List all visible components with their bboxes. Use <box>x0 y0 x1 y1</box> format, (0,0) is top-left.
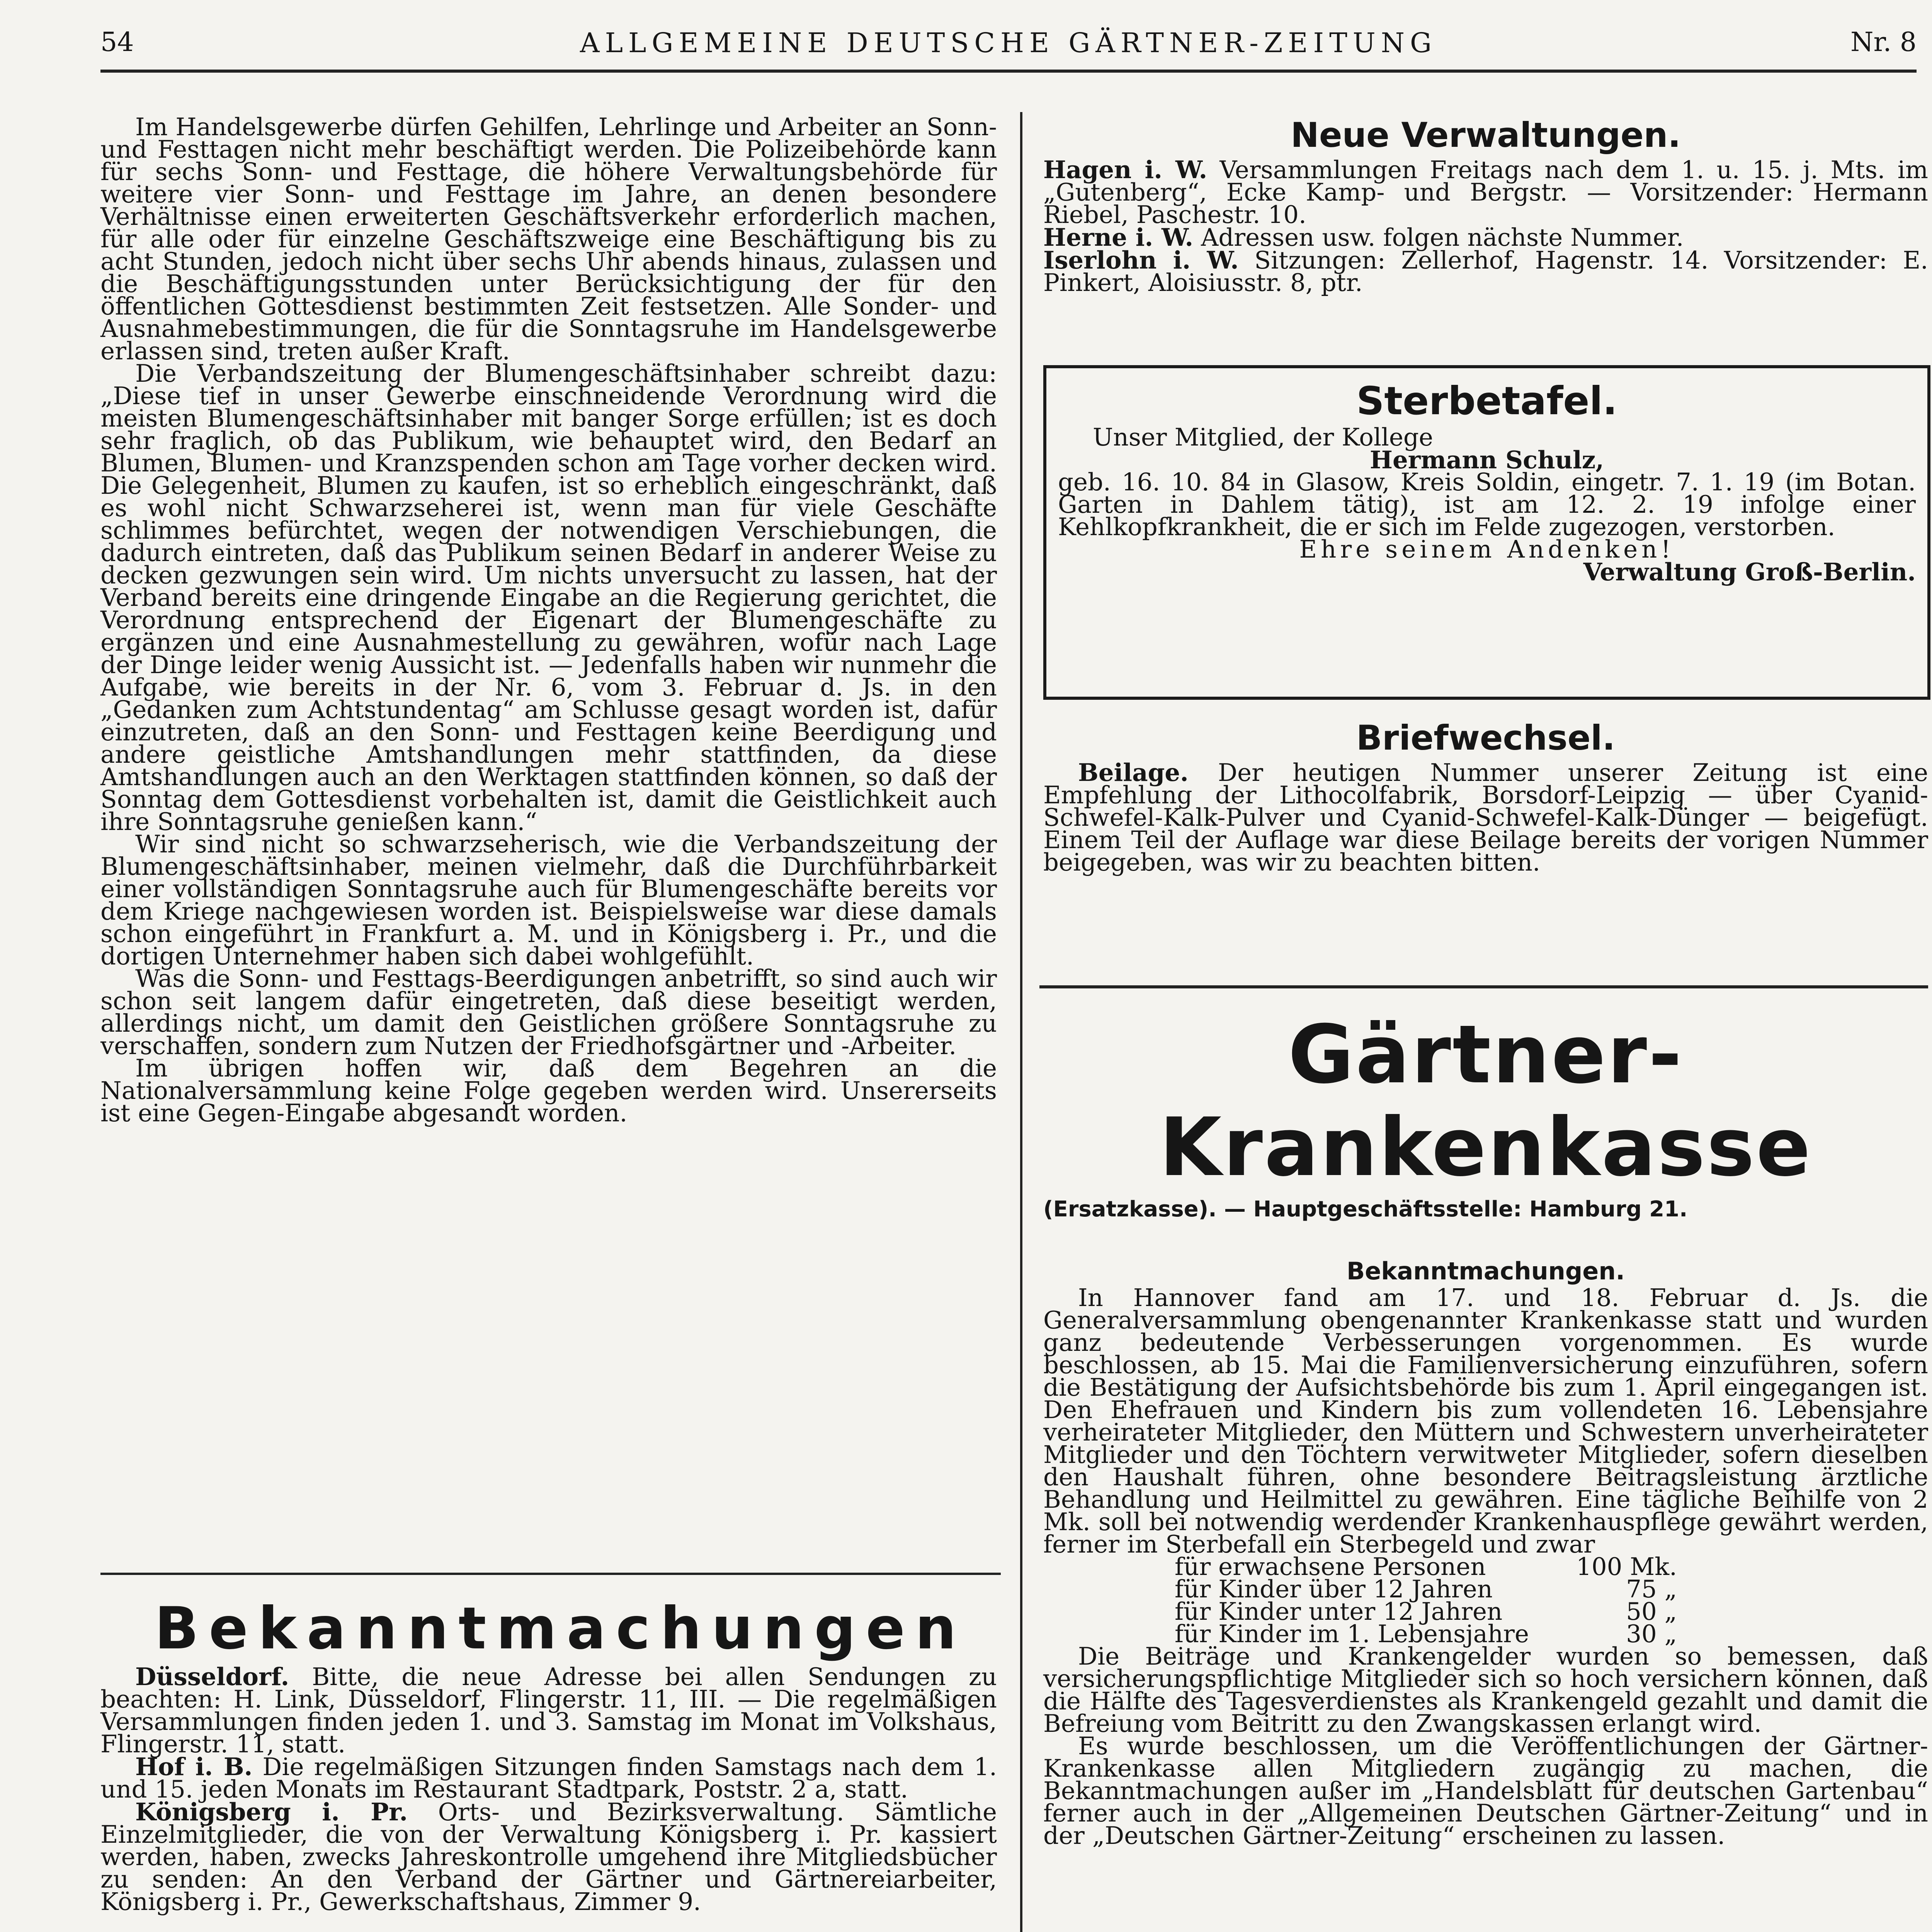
divider <box>1039 985 1928 988</box>
notice-title: Bekanntmachungen. <box>1346 1257 1625 1285</box>
obituary-content <box>1058 376 1916 586</box>
notice-item <box>100 1798 997 1916</box>
death-benefit-table <box>1175 1553 1677 1648</box>
notice-text: Orts- und Bezirksverwaltung. Sämtliche Einzelmitglieder, die von der Verwaltung Königsberg i. Pr. kassiert werden, haben, zwecks Jahreskontrolle umgehend ihre Mitgliedsbücher zu senden: An den Verband der Gärtner und Gärtnereiarbeiter, Königsberg i. Pr., Gewerkschaftshaus, Zimmer 9. <box>100 1798 997 1916</box>
krankenkasse-subtitle: (Ersatzkasse). — Hauptgeschäftsstelle: Hamburg 21. <box>1043 1197 1688 1222</box>
krankenkasse-title: Gärtner-Krankenkasse <box>1159 1008 1812 1194</box>
briefwechsel-section <box>1043 715 1928 970</box>
item-text: Sitzungen: Zellerhof, Hagenstr. 14. Vorsitzender: E. Pinkert, Aloisiusstr. 8, ptr. <box>1043 246 1928 297</box>
spacer <box>1043 1225 1928 1256</box>
issue-number: Nr. 8 <box>1850 27 1917 58</box>
item-text: Versammlungen Freitags nach dem 1. u. 15. j. Mts. im „Gutenberg“, Ecke Kamp- und Bergstr. — Vorsitzender: Hermann Riebel, Paschestr. 10. <box>1043 156 1928 229</box>
table-cell-value: 50 „ <box>1626 1597 1677 1626</box>
table-cell-label: für Kinder im 1. Lebensjahre <box>1175 1620 1529 1648</box>
place-name: Herne i. W. <box>1043 223 1194 252</box>
item-text: Adressen usw. folgen nächste Nummer. <box>1201 223 1684 252</box>
paragraph: Die Verbandszeitung der Blumengeschäftsinhaber schreibt dazu: „Diese tief in unser Gewerbe einschneidende Verordnung wird die meisten Blumengeschäftsinhaber mit banger Sorge erfüllen; ist es doch sehr fraglich, ob das Publikum, wie behauptet wird, den Bedarf an Blumen, Blumen- und Kranzspenden schon am Tage vorher decken wird. Die Gelegenheit, Blumen zu kaufen, ist so erheblich eingeschränkt, daß es wohl nicht Schwarzseherei ist, wenn man für viele Geschäfte schlimmes befürchtet, wegen der notwendigen Verschiebungen, die dadurch eintreten, daß das Publikum seinen Bedarf in anderer Weise zu decken gezwungen sein wird. Um nichts unversucht zu lassen, hat der Verband bereits eine dringende Eingabe an die Regierung gerichtet, die Verordnung entsprechend der Eigenart der Blumengeschäfte zu ergänzen und eine Ausnahmestellung zu gewähren, wofür nach Lage der Dinge leider wenig Aussicht ist. — Jedenfalls haben wir nunmehr die Aufgabe, wie bereits in der Nr. 6, vom 3. Februar d. Js. in den „Gedanken zum Achtstundentag“ am Schlusse gesagt worden ist, dafür einzutreten, daß an den Sonn- und Festtagen keine Beerdigung und andere geistliche Amtshandlungen mehr stattfinden, da diese Amtshandlungen auch an den Werktagen stattfinden können, so daß der Sonntag dem Gottesdienst vorbehalten ist, damit die Geistlichkeit auch ihre Sonntagsruhe genießen kann.“ <box>100 359 997 836</box>
neue-verwaltungen-section <box>1043 112 1928 352</box>
letter-text: Der heutigen Nummer unserer Zeitung ist eine Empfehlung der Lithocolfabrik, Borsdorf-Leipzig — über Cyanid-Schwefel-Kalk-Pulver und Cyanid-Schwefel-Kalk-Dünger — beigefügt. Einem Teil der Auflage war diese Beilage bereits der vorigen Nummer beigegeben, was wir zu beachten bitten. <box>1043 759 1928 876</box>
table-cell-value: 75 „ <box>1626 1575 1677 1603</box>
obituary-signature: Verwaltung Groß-Berlin. <box>1583 558 1916 586</box>
notice-place: Königsberg i. Pr. <box>135 1798 408 1826</box>
newspaper-title: ALLGEMEINE DEUTSCHE GÄRTNER-ZEITUNG <box>580 27 1437 59</box>
place-name: Iserlohn i. W. <box>1043 246 1239 274</box>
memorial-line: Ehre seinem Andenken! <box>1299 535 1675 563</box>
left-article <box>100 113 997 1553</box>
deceased-name: Hermann Schulz, <box>1369 446 1604 474</box>
table-cell-label: für Kinder über 12 Jahren <box>1175 1575 1493 1603</box>
table-cell-label: für erwachsene Personen <box>1175 1553 1486 1581</box>
notice-item <box>100 1662 997 1758</box>
paragraph: Wir sind nicht so schwarzseherisch, wie die Verbandszeitung der Blumengeschäftsinhaber, meinen vielmehr, daß die Durchführbarkeit einer vollständigen Sonntagsruhe auch für Blumengeschäfte bereits vor dem Kriege nachgewiesen worden ist. Beispielsweise war diese damals schon eingeführt in Frankfurt a. M. und in Königsberg i. Pr., und die dortigen Unternehmer haben sich dabei wohlgefühlt. <box>100 830 997 970</box>
section-title: Neue Verwaltungen. <box>1291 115 1681 155</box>
section-title: Briefwechsel. <box>1356 718 1616 758</box>
notice-place: Düsseldorf. <box>135 1662 289 1691</box>
letter-item <box>1043 758 1928 876</box>
divider <box>100 1573 1001 1575</box>
section-title: Bekanntmachungen <box>155 1595 967 1662</box>
paragraph: Es wurde beschlossen, um die Veröffentlichungen der Gärtner-Krankenkasse allen Mitgliedern zugängig zu machen, die Bekanntmachungen außer im „Handelsblatt für deutschen Gartenbau“ ferner auch in der „Allgemeinen Deutschen Gärtner-Zeitung“ und in der „Deutschen Gärtner-Zeitung“ erscheinen zu lassen. <box>1043 1732 1928 1850</box>
table-cell-value: 30 „ <box>1626 1620 1677 1648</box>
obituary-intro: Unser Mitglied, der Kollege <box>1093 423 1433 451</box>
paragraph: Im übrigen hoffen wir, daß dem Begehren an die Nationalversammlung keine Folge gegeben werden wird. Unsererseits ist eine Gegen-Eingabe abgesandt worden. <box>100 1054 997 1127</box>
notice-place: Hof i. B. <box>135 1752 253 1781</box>
obituary-text: geb. 16. 10. 84 in Glasow, Kreis Soldin, eingetr. 7. 1. 19 (im Botan. Garten in Dahlem tätig), ist am 12. 2. 19 infolge einer Kehlkopfkrankheit, die er sich im Felde zugezogen, verstorben. <box>1058 468 1916 541</box>
table-cell-label: für Kinder unter 12 Jahren <box>1175 1597 1503 1626</box>
table-cell-value: 100 Mk. <box>1576 1553 1677 1581</box>
bekanntmachungen-section <box>100 1592 997 1932</box>
column-rule <box>1020 112 1022 1932</box>
paragraph: In Hannover fand am 17. und 18. Februar d. Js. die Generalversammlung obengenannter Krankenkasse statt und wurden ganz bedeutende Verbesserungen vorgenommen. Es wurde beschlossen, ab 15. Mai die Familienversicherung einzuführen, sofern die Bestätigung der Aufsichtsbehörde bis zum 1. April eingegangen ist. Den Ehefrauen und Kindern bis zum vollendeten 16. Lebensjahre verheirateter Mitglieder, den Müttern und Schwestern unverheirateter Mitglieder und den Töchtern verwitweter Mitglieder, sofern dieselben den Haushalt führen, ohne besondere Beitragsleistung ärztliche Behandlung und Heilmittel zu gewähren. Eine tägliche Beihilfe von 2 Mk. soll bei notwendig werdender Krankenhauspflege gewährt werden, ferner im Sterbefall ein Sterbegeld und zwar <box>1043 1284 1928 1558</box>
notice-text: Bitte, die neue Adresse bei allen Sendungen zu beachten: H. Link, Düsseldorf, Flingerstr. 11, III. — Die regelmäßigen Versammlungen finden jeden 1. und 3. Samstag im Monat im Volkshaus, Flingerstr. 11, statt. <box>100 1663 997 1758</box>
obituary-title: Sterbetafel. <box>1356 378 1617 423</box>
list-item <box>1043 246 1928 297</box>
page-number: 54 <box>100 27 134 58</box>
paragraph: Was die Sonn- und Festtags-Beerdigungen anbetrifft, so sind auch wir schon seit langem dafür eingetreten, daß diese beseitigt werden, allerdings nicht, um damit den Geistlichen größere Sonntagsruhe zu verschaffen, sondern zum Nutzen der Friedhofsgärtner und -Arbeiter. <box>100 964 997 1060</box>
letter-lead: Beilage. <box>1078 758 1189 787</box>
paragraph: Im Handelsgewerbe dürfen Gehilfen, Lehrlinge und Arbeiter an Sonn- und Festtagen nicht mehr beschäftigt werden. Die Polizeibehörde kann für sechs Sonn- und Festtage, die höhere Verwaltungsbehörde für weitere vier Sonn- und Festtage im Jahre, an denen besondere Verhältnisse einen erweiterten Geschäftsverkehr erforderlich machen, für alle oder für einzelne Geschäftszweige eine Beschäftigung bis zu acht Stunden, jedoch nicht über sechs Uhr abends hinaus, zulassen und die Beschäftigungsstunden unter Berücksichtigung der für den öffentlichen Gottesdienst bestimmten Zeit festsetzen. Alle Sonder- und Ausnahmebestimmungen, die für die Sonntagsruhe im Handelsgewerbe erlassen sind, treten außer Kraft. <box>100 113 997 365</box>
notice-item <box>100 1752 997 1803</box>
running-header <box>100 27 1917 73</box>
obituary-box <box>1043 365 1930 700</box>
place-name: Hagen i. W. <box>1043 155 1208 184</box>
list-item <box>1043 155 1928 229</box>
notice-text: Die regelmäßigen Sitzungen finden Samstags nach dem 1. und 15. jeden Monats im Restaurant Stadtpark, Poststr. 2 a, statt. <box>100 1753 997 1803</box>
paragraph: Die Beiträge und Krankengelder wurden so bemessen, daß versicherungspflichtige Mitglieder sich so hoch versichern können, daß die Hälfte des Tagesverdienstes als Krankengeld gezahlt und damit die Befreiung vom Beitritt zu den Zwangskassen erlangt wird. <box>1043 1642 1928 1738</box>
krankenkasse-section <box>1043 1009 1928 1932</box>
